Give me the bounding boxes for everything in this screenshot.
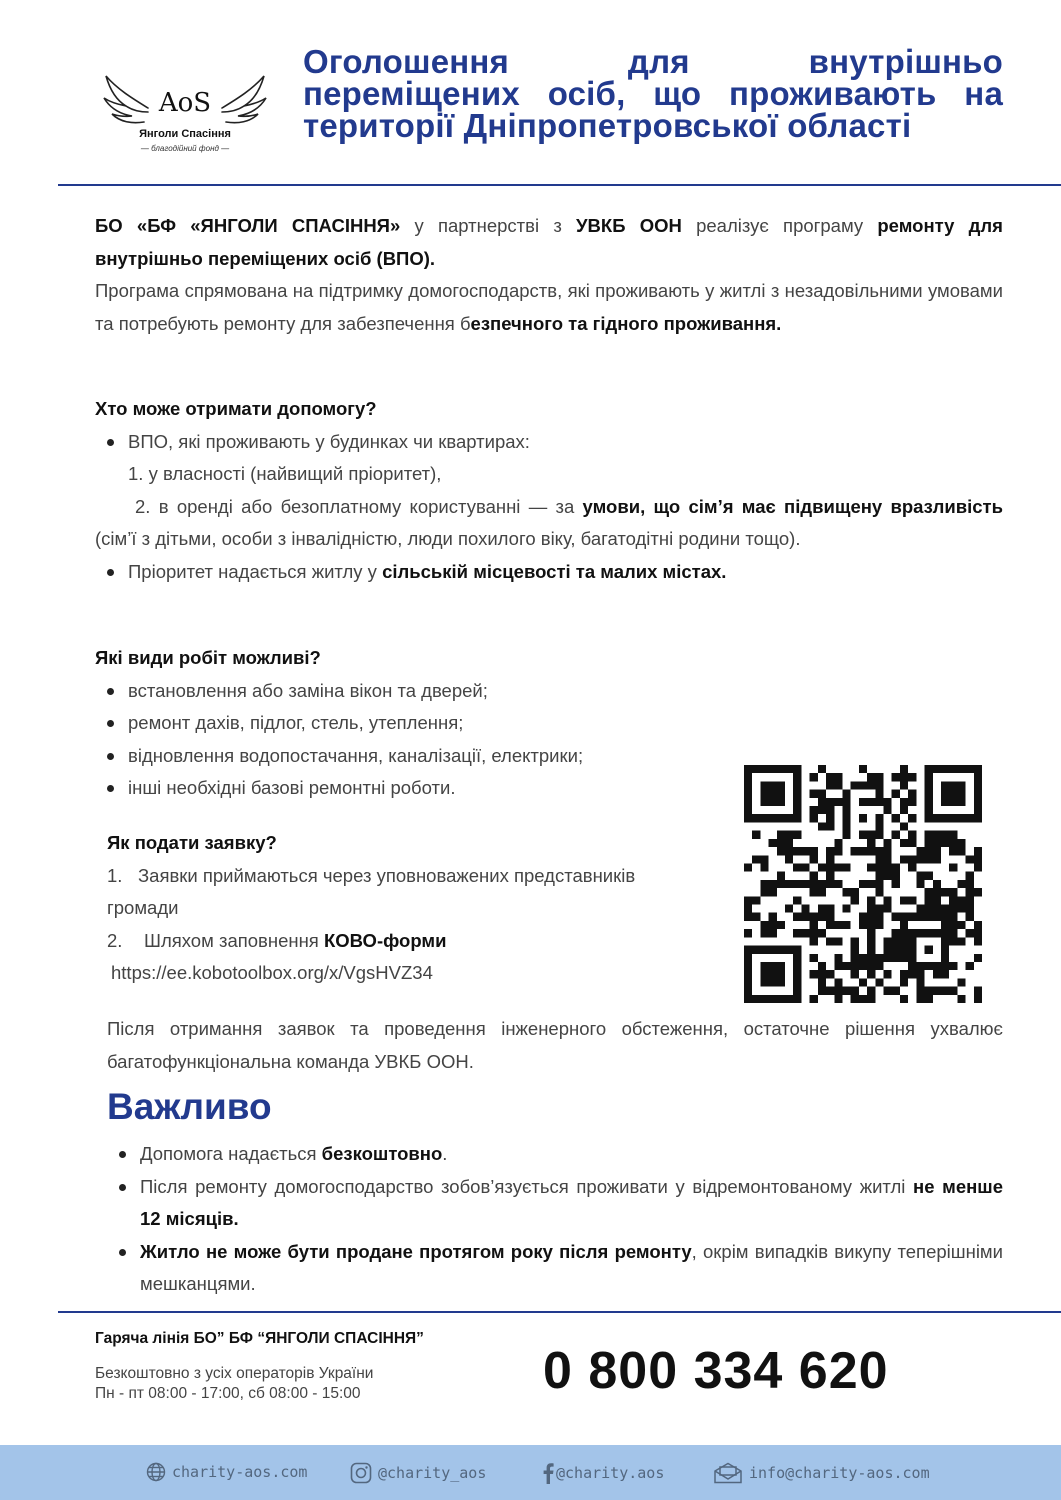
apply-step [107, 925, 667, 958]
step-number: 1. [107, 864, 123, 886]
intro-description: Програма спрямована на підтримку домогосподарств, які проживають у житлі з незадовільними умовами та потребують ремонту для забезпечення б [95, 280, 1003, 334]
globe-icon [146, 1462, 166, 1482]
list-item [107, 1171, 1003, 1236]
sub-item-bold: умови, що сім’я має підвищену вразливість [582, 495, 1003, 517]
list-item-text: Після ремонту домогосподарство зобов’язується проживати у відремонтованому житлі [140, 1175, 914, 1197]
facebook-icon [542, 1462, 554, 1484]
email-icon [713, 1462, 743, 1484]
sub-item [95, 491, 1003, 556]
list-item-bold: сільській місцевості та малих містах. [382, 560, 727, 582]
qr-code[interactable] [744, 765, 982, 1003]
list-item [95, 556, 1003, 589]
hotline-phone[interactable]: 0 800 334 620 [543, 1342, 889, 1400]
org-name: БО «БФ «ЯНГОЛИ СПАСІННЯ» [95, 215, 401, 236]
page-title: Оголошення для внутрішньо переміщених осіб, що проживають на території Дніпропетровської області [303, 43, 1003, 144]
hotline-title: Гаряча лінія БО” БФ “ЯНГОЛИ СПАСІННЯ” [95, 1330, 424, 1347]
intro-description-bold: езпечного та гідного проживання. [470, 312, 782, 334]
email-link[interactable] [713, 1462, 930, 1484]
facebook-text: @charity.aos [556, 1464, 665, 1482]
header-divider [58, 184, 1061, 186]
instagram-link[interactable] [350, 1462, 486, 1484]
facebook-link[interactable] [542, 1462, 664, 1484]
list-item [107, 1138, 1003, 1171]
works-section [95, 642, 755, 805]
intro-text-part: у партнерстві з [400, 215, 577, 236]
list-item-bold: Житло не може бути продане протягом року після ремонту [140, 1240, 692, 1262]
list-item-bold: безкоштовно [321, 1143, 443, 1164]
list-item: ремонт дахів, підлог, стель, утеплення; [95, 707, 755, 740]
list-item: інші необхідні базові ремонтні роботи. [95, 772, 755, 805]
list-item [95, 426, 1003, 459]
step-text: Шляхом заповнення [144, 929, 324, 951]
step-number: 2. [107, 929, 123, 951]
sub-item-text: 2. в оренді або безоплатному користуванні — за [135, 495, 583, 517]
sub-item-text: (сім’ї з дітьми, особи з інвалідністю, люди похилого віку, багатодітні родини тощо). [95, 528, 801, 549]
logo-mark: AoS [158, 88, 212, 118]
hotline-line: Пн - пт 08:00 - 17:00, сб 08:00 - 15:00 [95, 1385, 361, 1402]
program-name: ремонту для внутрішньо переміщених осіб (ВПО). [95, 215, 1003, 269]
list-item-bold: не менше 12 місяців. [140, 1175, 1003, 1229]
logo-name: Янголи Спасіння [139, 128, 231, 140]
works-heading: Які види робіт можливі? [95, 647, 321, 668]
list-item [107, 1236, 1003, 1301]
important-section [107, 1138, 1003, 1301]
step-text: Заявки приймаються через уповноважених представників громади [107, 864, 636, 918]
list-item: відновлення водопостачання, каналізації, електрики; [95, 740, 755, 773]
instagram-icon [350, 1462, 372, 1484]
list-item-text: , окрім випадків викупу теперішніми мешканцями. [140, 1240, 1003, 1294]
email-text: info@charity-aos.com [749, 1464, 930, 1482]
apply-section [107, 827, 667, 990]
intro-text [95, 210, 1003, 340]
sub-item: 1. у власності (найвищий пріоритет), [128, 463, 442, 484]
list-item-text: ВПО, які проживають у будинках чи квартирах: [128, 430, 530, 452]
logo-tagline: — благодійний фонд — [140, 144, 230, 153]
list-item-text: Допомога надається [140, 1143, 322, 1164]
eligibility-heading: Хто може отримати допомогу? [95, 398, 377, 419]
list-item-text: . [442, 1143, 448, 1164]
footer-divider [58, 1311, 1061, 1313]
instagram-text: @charity_aos [378, 1464, 487, 1482]
hotline-hours [95, 1364, 373, 1404]
website-link[interactable] [146, 1462, 307, 1482]
decision-note: Після отримання заявок та проведення інженерного обстеження, остаточне рішення ухвалює багатофункціональна команда УВКБ ООН. [107, 1018, 1003, 1072]
logo [100, 70, 270, 160]
kobo-form-link[interactable]: https://ee.kobotoolbox.org/x/VgsHVZ34 [111, 962, 433, 983]
list-item-text: Пріоритет надається житлу у [128, 560, 383, 582]
eligibility-section [95, 393, 1003, 588]
important-heading: Важливо [107, 1086, 272, 1127]
step-bold: КОВО-форми [323, 929, 447, 951]
qr-code-graphic [744, 765, 982, 1003]
website-text: charity-aos.com [172, 1463, 308, 1481]
list-item: встановлення або заміна вікон та дверей; [95, 675, 755, 708]
partner-name: УВКБ ООН [576, 215, 682, 236]
intro-text-part: реалізує програму [681, 215, 878, 236]
apply-step [107, 860, 667, 925]
contact-footer [0, 1445, 1061, 1500]
apply-heading: Як подати заявку? [107, 832, 277, 853]
hotline-line: Безкоштовно з усіх операторів України [95, 1365, 374, 1382]
